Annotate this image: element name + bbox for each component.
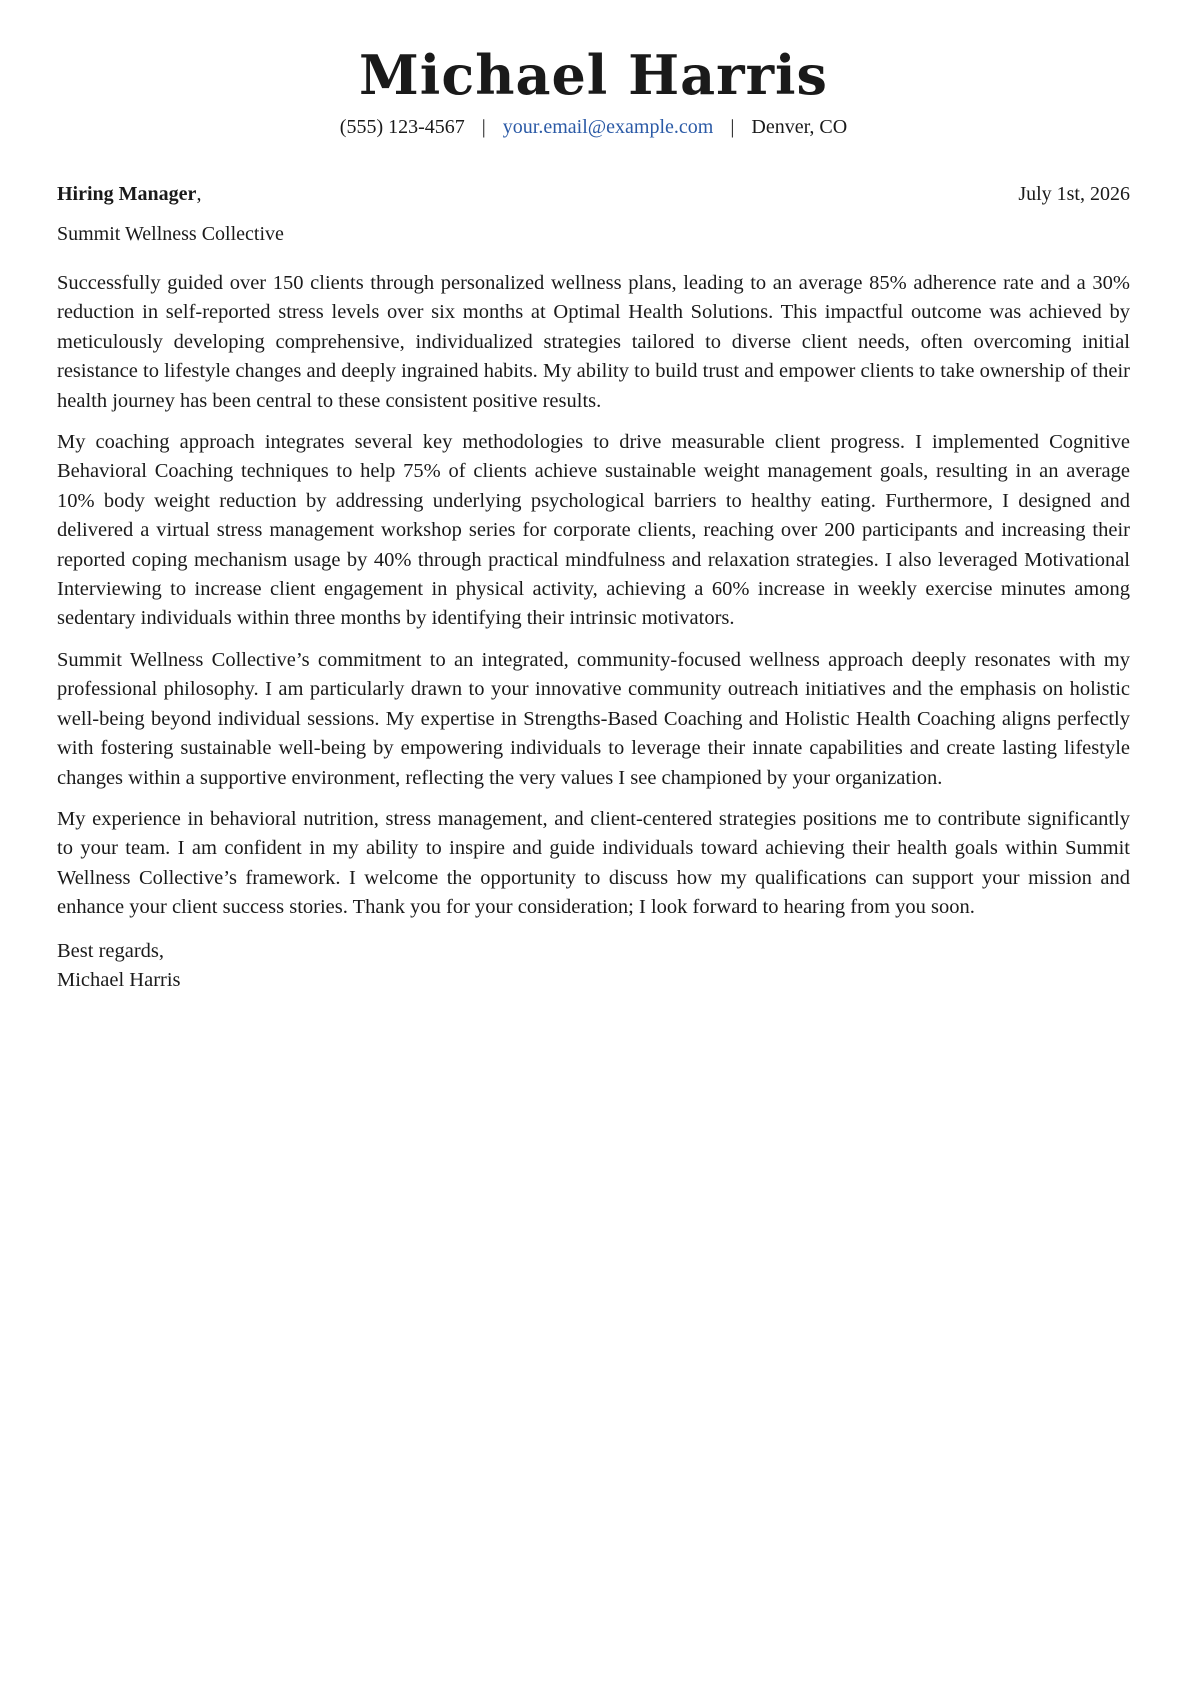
- cover-letter-page: [57, 0, 1130, 995]
- email-link[interactable]: your.email@example.com: [502, 116, 714, 138]
- phone-number: (555) 123-4567: [339, 116, 465, 138]
- recipient-title: Hiring Manager: [57, 183, 197, 205]
- recipient-suffix: ,: [196, 183, 202, 205]
- body-paragraph: My experience in behavioral nutrition, stress management, and client-centered strategies positions me to contribute significantly to your team. I am confident in my ability to inspire and guide individuals toward achieving their health goals within Summit Wellness Collective’s framework. I welcome the opportunity to discuss how my qualifications can support your mission and enhance your client success stories. Thank you for your consideration; I look forward to hearing from you soon.: [57, 807, 1130, 919]
- contact-separator: |: [481, 116, 486, 138]
- letter-closing: [57, 937, 1130, 996]
- recipient-line: [57, 179, 201, 209]
- closing-signature: Michael Harris: [57, 968, 181, 991]
- recipient-company: Summit Wellness Collective: [57, 223, 284, 245]
- body-paragraph: Summit Wellness Collective’s commitment to an integrated, community-focused wellness approach deeply resonates with my professional philosophy. I am particularly drawn to your innovative community outreach initiatives and the emphasis on holistic well-being beyond individual sessions. My expertise in Strengths-Based Coaching and Holistic Health Coaching aligns perfectly with fostering sustainable well-being by empowering individuals to leverage their innate capabilities and create lasting lifestyle changes within a supportive environment, reflecting the very values I see championed by your organization.: [57, 648, 1130, 789]
- body-paragraph: My coaching approach integrates several key methodologies to drive measurable client progress. I implemented Cognitive Behavioral Coaching techniques to help 75% of clients achieve sustainable weight management goals, resulting in an average 10% body weight reduction by addressing underlying psychological barriers to healthy eating. Furthermore, I designed and delivered a virtual stress management workshop series for corporate clients, reaching over 200 participants and increasing their reported coping mechanism usage by 40% through practical mindfulness and relaxation strategies. I also leveraged Motivational Interviewing to increase client engagement in physical activity, achieving a 60% increase in weekly exercise minutes among sedentary individuals within three months by identifying their intrinsic motivators.: [57, 431, 1130, 630]
- closing-salutation: Best regards,: [57, 939, 165, 962]
- location: Denver, CO: [751, 116, 848, 138]
- letter-date: July 1st, 2026: [1018, 183, 1130, 205]
- recipient-date-row: [57, 179, 1130, 209]
- contact-line: [57, 112, 1130, 142]
- contact-separator: |: [730, 116, 735, 138]
- letter-header: [57, 0, 1130, 142]
- letter-body: [57, 269, 1130, 923]
- applicant-name: Michael Harris: [359, 43, 828, 107]
- body-paragraph: Successfully guided over 150 clients through personalized wellness plans, leading to an average 85% adherence rate and a 30% reduction in self-reported stress levels over six months at Optimal Health Solutions. This impactful outcome was achieved by meticulously developing comprehensive, individualized strategies tailored to diverse client needs, often overcoming initial resistance to lifestyle changes and deeply ingrained habits. My ability to build trust and empower clients to take ownership of their health journey has been central to these consistent positive results.: [57, 272, 1130, 412]
